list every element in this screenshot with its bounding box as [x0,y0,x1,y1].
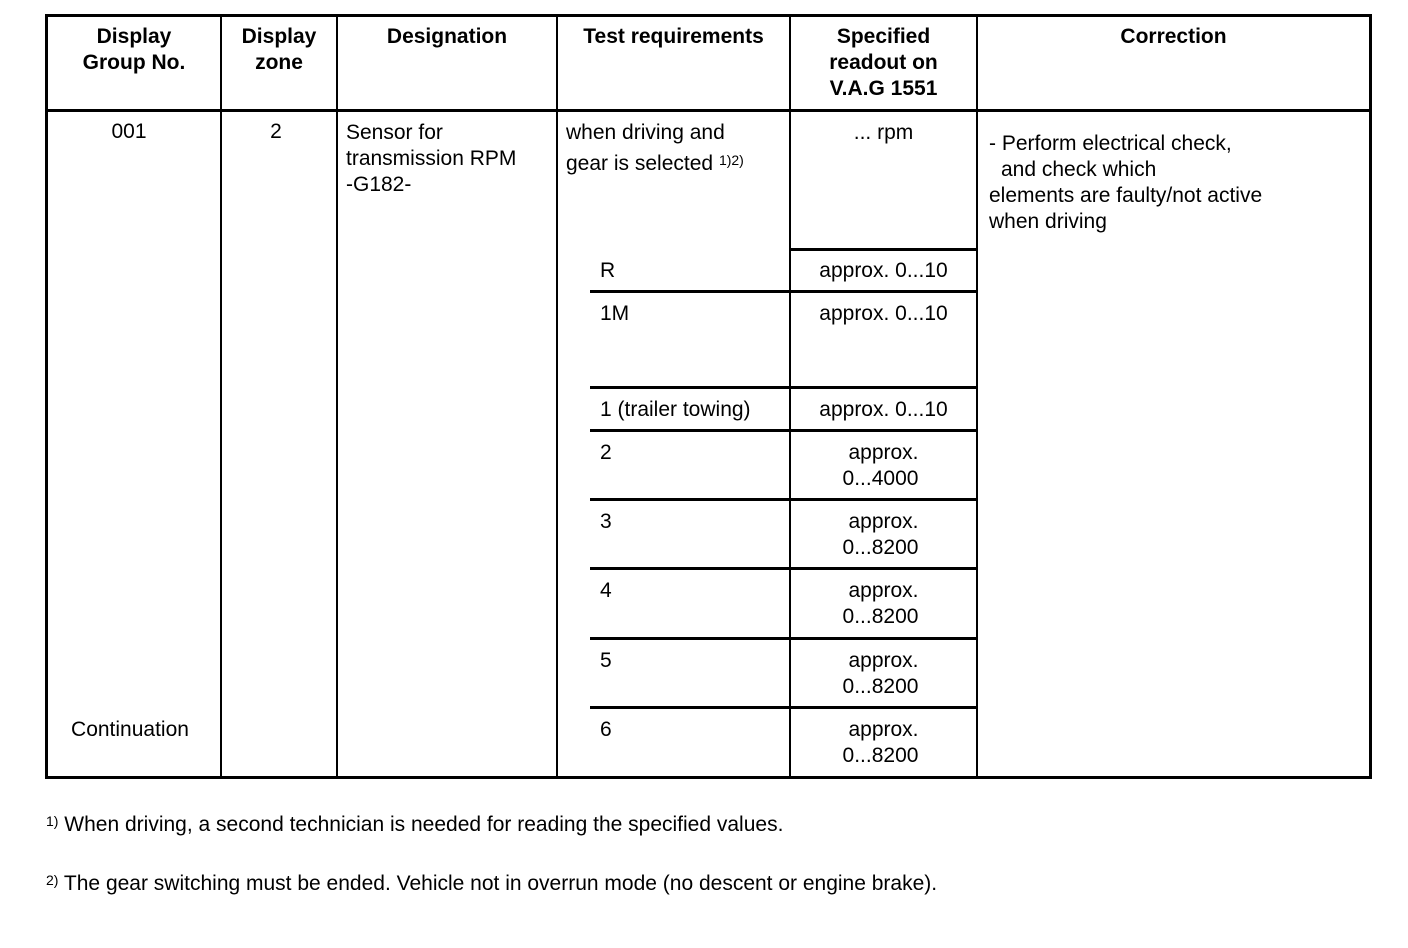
table-border-top [45,14,1372,17]
gear-value: approx. 0...4000 [842,441,919,490]
gear-label: R [600,259,616,282]
gear-value: approx. 0...10 [819,259,948,282]
gear-value: approx. 0...8200 [842,510,919,559]
header-specified-readout: Specified readout on V.A.G 1551 [829,25,938,100]
header-display-group: Display Group No. [82,25,186,74]
test-requirement-text: when driving and gear is selected $^{1)2)}$ [566,121,744,175]
footnote-mark: 1) [46,813,59,829]
gear-label: 4 [600,579,612,602]
gear-label: 2 [600,441,612,464]
gear-divider [590,706,978,709]
gear-value: approx. 0...8200 [842,649,919,698]
col-divider-2 [336,14,338,779]
gear-divider [590,498,978,501]
header-designation: Designation [386,25,508,48]
gear-divider [590,429,978,432]
gear-divider-top [790,248,978,251]
footnote-mark: 2) [46,872,59,888]
gear-value: approx. 0...10 [819,302,948,325]
footnote-text: The gear switching must be ended. Vehicle not in overrun mode (no descent or engine brake). [63,872,938,895]
rpm-unit: ... rpm [853,121,914,144]
correction-text: - Perform electrical check, and check which elements are faulty/not active when driving [989,132,1263,233]
gear-value: approx. 0...8200 [842,718,919,767]
header-correction: Correction [1120,25,1227,48]
table-border-bottom [45,776,1372,779]
gear-value: approx. 0...8200 [842,579,919,628]
designation-text: Sensor for transmission RPM -G182- [346,121,517,196]
footnote-text: When driving, a second technician is needed for reading the specified values. [64,813,784,836]
footnote-1 [46,812,783,838]
gear-label: 6 [600,718,612,741]
continuation-label: Continuation [71,718,189,741]
header-display-zone: Display zone [241,25,317,74]
gear-divider [590,637,978,640]
group-number: 001 [111,120,147,143]
footnote-ref: 1)2) [718,152,744,168]
gear-value: approx. 0...10 [819,398,948,421]
gear-label: 1 (trailer towing) [600,398,751,421]
display-zone-value: 2 [270,120,282,143]
gear-divider [590,386,978,389]
col-divider-3 [556,14,558,779]
footnote-2 [46,871,937,897]
header-test-requirements: Test requirements [583,25,764,48]
col-divider-5 [976,14,978,779]
header-divider [45,109,1372,112]
gear-label: 5 [600,649,612,672]
gear-label: 1M [600,302,630,325]
gear-divider [590,567,978,570]
gear-divider [590,290,978,293]
table-border-right [1369,14,1372,779]
gear-label: 3 [600,510,612,533]
